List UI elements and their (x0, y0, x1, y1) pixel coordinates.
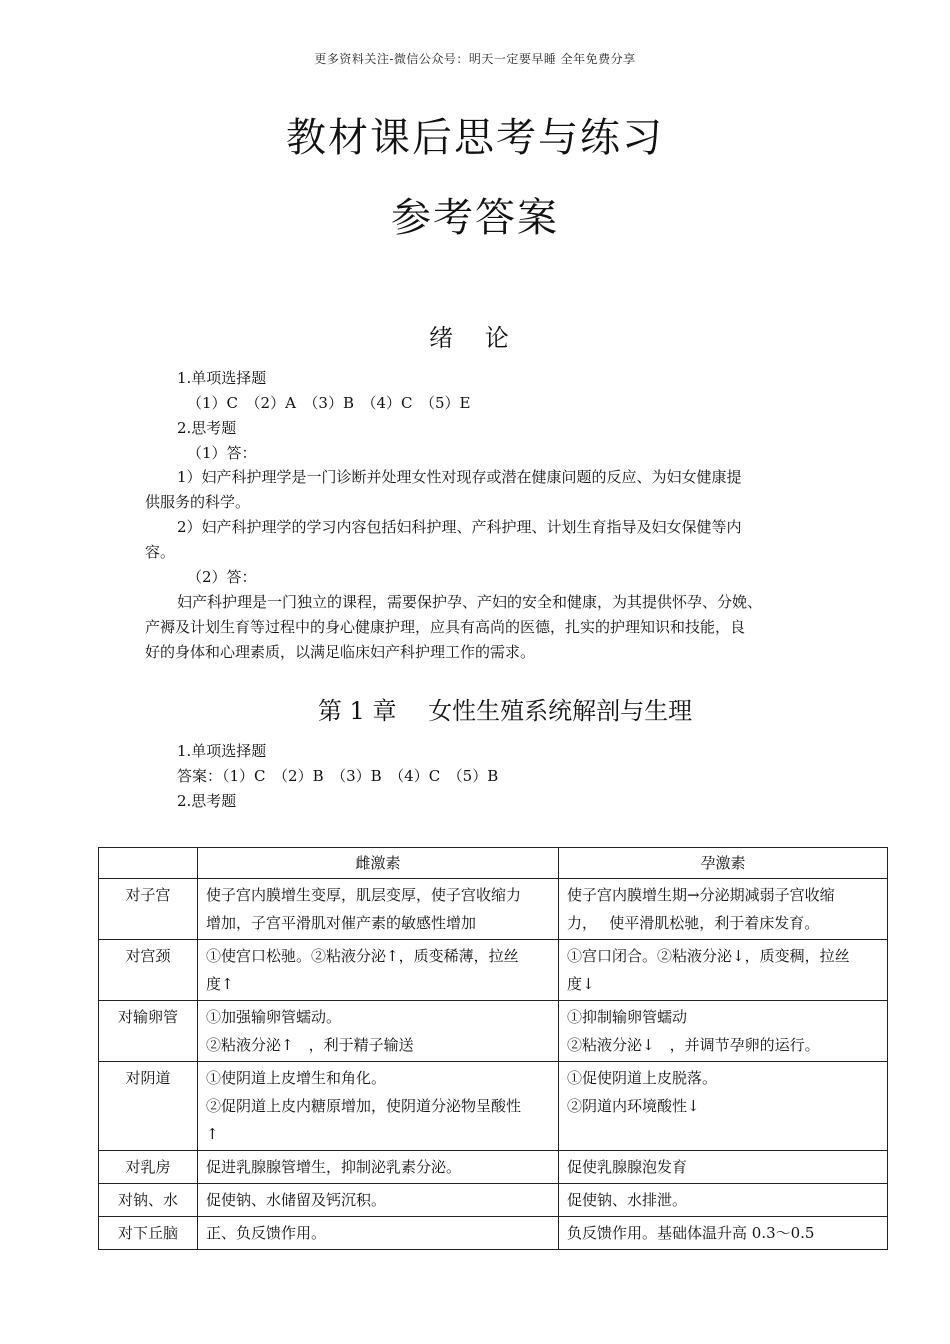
progesterone-cell-line: 使子宫内膜增生期→分泌期减弱子宫收缩 (567, 886, 835, 904)
row-label: 对钠、水 (99, 1184, 198, 1217)
intro-heading: 绪 论 (429, 324, 521, 352)
estrogen-cell-line: ①加强输卵管蠕动。 (206, 1008, 342, 1026)
chapter1-q2-label: 2.思考题 (177, 792, 237, 810)
intro-a1-label: （1）答： (187, 444, 257, 462)
progesterone-cell-line: 负反馈作用。基础体温升高 0.3～0.5 (567, 1224, 815, 1242)
chapter1-heading: 第 1 章 女性生殖系统解剖与生理 (317, 697, 693, 725)
progesterone-cell-line: 度↓ (567, 975, 595, 993)
row-label: 对宫颈 (99, 940, 198, 1001)
estrogen-cell (198, 1151, 559, 1184)
progesterone-cell (559, 1151, 888, 1184)
table-row (99, 940, 888, 1001)
header-note: 更多资料关注-微信公众号：明天一定要早睡 全年免费分享 (314, 52, 636, 66)
progesterone-cell-line: ①宫口闭合。②粘液分泌↓，质变稠，拉丝 (567, 947, 850, 965)
table-row (99, 1062, 888, 1151)
estrogen-cell-line: ↑ (206, 1125, 219, 1143)
estrogen-cell (198, 1217, 559, 1250)
intro-a1-p2-line1: 2）妇产科护理学的学习内容包括妇科护理、产科护理、计划生育指导及妇女保健等内 (177, 518, 742, 536)
intro-a2-label: （2）答： (187, 568, 257, 586)
progesterone-cell (559, 1217, 888, 1250)
progesterone-cell (559, 879, 888, 940)
intro-a1-p1-line2: 供服务的科学。 (145, 493, 251, 511)
row-label: 对子宫 (99, 879, 198, 940)
progesterone-cell-line: ①抑制输卵管蠕动 (567, 1008, 688, 1026)
estrogen-cell-line: 促进乳腺腺管增生，抑制泌乳素分泌。 (206, 1158, 462, 1176)
progesterone-cell-line: 促使钠、水排泄。 (567, 1191, 688, 1209)
estrogen-cell (198, 1184, 559, 1217)
estrogen-cell (198, 1062, 559, 1151)
estrogen-cell-line: ①使宫口松驰。②粘液分泌↑，质变稀薄，拉丝 (206, 947, 519, 965)
intro-a2-line2: 产褥及计划生育等过程中的身心健康护理，应具有高尚的医德，扎实的护理知识和技能，良 (145, 618, 746, 636)
estrogen-cell (198, 940, 559, 1001)
progesterone-cell-line: ②阴道内环境酸性↓ (567, 1097, 700, 1115)
intro-q1-label: 1.单项选择题 (177, 369, 267, 387)
estrogen-cell (198, 1001, 559, 1062)
estrogen-cell-line: 度↑ (206, 975, 234, 993)
row-label: 对下丘脑 (99, 1217, 198, 1250)
table-row (99, 1001, 888, 1062)
intro-q1-answers: （1）C （2）A （3）B （4）C （5）E (187, 394, 471, 412)
progesterone-cell (559, 1184, 888, 1217)
estrogen-cell-line: 促使钠、水储留及钙沉积。 (206, 1191, 387, 1209)
estrogen-cell (198, 879, 559, 940)
progesterone-cell-line: ②粘液分泌↓ ，并调节孕卵的运行。 (567, 1036, 820, 1054)
intro-q2-label: 2.思考题 (177, 419, 237, 437)
progesterone-cell (559, 1062, 888, 1151)
estrogen-cell-line: 使子宫内膜增生变厚，肌层变厚，使子宫收缩力 (206, 886, 522, 904)
row-label: 对输卵管 (99, 1001, 198, 1062)
table-row (99, 879, 888, 940)
table-row (99, 1217, 888, 1250)
page-title: 教材课后思考与练习 (286, 115, 664, 161)
estrogen-cell-line: ②促阴道上皮内糖原增加，使阴道分泌物呈酸性 (206, 1097, 522, 1115)
chapter1-q1-label: 1.单项选择题 (177, 742, 267, 760)
row-label: 对乳房 (99, 1151, 198, 1184)
estrogen-cell-line: 增加，子宫平滑肌对催产素的敏感性增加 (206, 914, 477, 932)
progesterone-cell-line: 促使乳腺腺泡发育 (567, 1158, 688, 1176)
chapter1-q1-answers: 答案：（1）C （2）B （3）B （4）C （5）B (177, 767, 499, 785)
page-subtitle: 参考答案 (391, 195, 559, 241)
table-header-progesterone: 孕激素 (559, 848, 888, 879)
estrogen-cell-line: ①使阴道上皮增生和角化。 (206, 1069, 387, 1087)
intro-a2-line1: 妇产科护理是一门独立的课程，需要保护孕、产妇的安全和健康，为其提供怀孕、分娩、 (177, 593, 763, 611)
intro-a1-p1-line1: 1）妇产科护理学是一门诊断并处理女性对现存或潜在健康问题的反应、为妇女健康提 (177, 468, 742, 486)
progesterone-cell-line: 力， 使平滑肌松驰，利于着床发育。 (567, 914, 820, 932)
table-header-row (99, 848, 888, 879)
table-row (99, 1151, 888, 1184)
intro-a2-line3: 好的身体和心理素质，以满足临床妇产科护理工作的需求。 (145, 643, 536, 661)
table-row (99, 1184, 888, 1217)
intro-a1-p2-line2: 容。 (145, 543, 176, 561)
estrogen-cell-line: 正、负反馈作用。 (206, 1224, 327, 1242)
progesterone-cell (559, 940, 888, 1001)
progesterone-cell (559, 1001, 888, 1062)
progesterone-cell-line: ①促使阴道上皮脱落。 (567, 1069, 718, 1087)
hormone-comparison-table (98, 847, 888, 1250)
table-header-estrogen: 雌激素 (198, 848, 559, 879)
estrogen-cell-line: ②粘液分泌↑ ，利于精子输送 (206, 1036, 414, 1054)
row-label: 对阴道 (99, 1062, 198, 1151)
table-header-corner (99, 848, 198, 879)
